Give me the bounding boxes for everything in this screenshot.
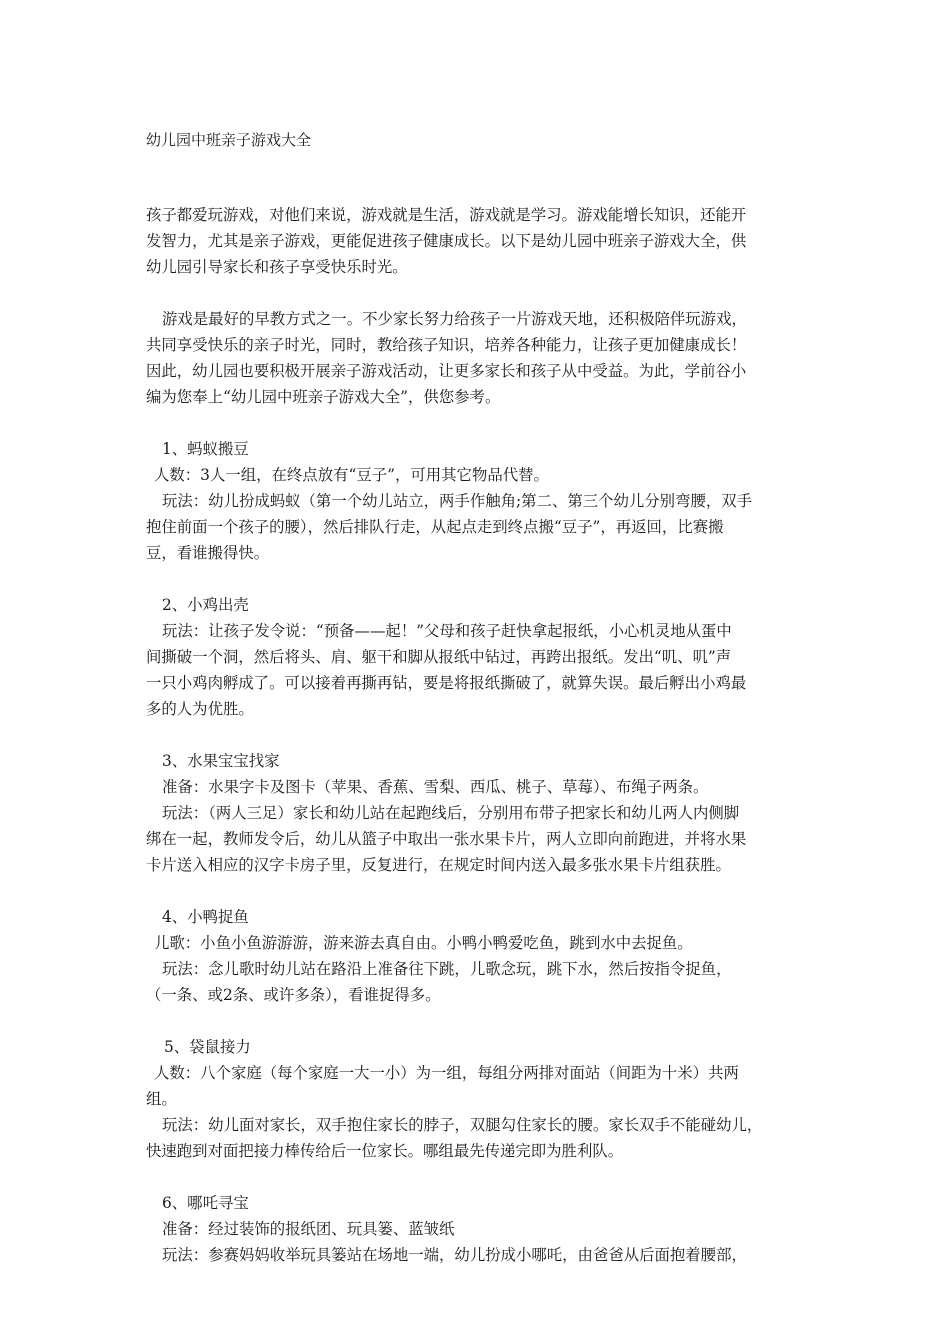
text-line: 孩子都爱玩游戏，对他们来说，游戏就是生活，游戏就是学习。游戏能增长知识，还能开 bbox=[146, 206, 747, 224]
text-line: 儿歌：小鱼小鱼游游游，游来游去真自由。小鸭小鸭爱吃鱼，跳到水中去捉鱼。 bbox=[154, 934, 693, 952]
text-line: 玩法：幼儿扮成蚂蚁（第一个幼儿站立，两手作触角;第二、第三个幼儿分别弯腰，双手 bbox=[162, 492, 753, 510]
text-line: 准备：水果字卡及图卡（苹果、香蕉、雪梨、西瓜、桃子、草莓）、布绳子两条。 bbox=[162, 778, 709, 796]
paragraph-gap bbox=[146, 566, 806, 592]
paragraph-gap bbox=[146, 410, 806, 436]
text-line: 一只小鸡肉孵成了。可以接着再撕再钻，要是将报纸撕破了，就算失误。最后孵出小鸡最 bbox=[146, 674, 747, 692]
text-line: 绑在一起，教师发令后，幼儿从篮子中取出一张水果卡片，两人立即向前跑进，并将水果 bbox=[146, 830, 747, 848]
text-line: 2、小鸡出壳 bbox=[162, 596, 249, 614]
document-body bbox=[146, 202, 806, 1268]
text-line: 6、哪吒寻宝 bbox=[162, 1194, 249, 1212]
text-line: 抱住前面一个孩子的腰），然后排队行走，从起点走到终点搬“豆子”，再返回，比赛搬 bbox=[146, 518, 724, 536]
text-line: 玩法：幼儿面对家长，双手抱住家长的脖子，双腿勾住家长的腰。家长双手不能碰幼儿， bbox=[162, 1116, 763, 1134]
paragraph-gap bbox=[146, 1164, 806, 1190]
text-line: 5、袋鼠接力 bbox=[164, 1038, 251, 1056]
text-line: 玩法：（两人三足）家长和幼儿站在起跑线后，分别用布带子把家长和幼儿两人内侧脚 bbox=[162, 804, 740, 822]
text-line: 人数：3人一组，在终点放有“豆子”，可用其它物品代替。 bbox=[154, 466, 549, 484]
text-line: 编为您奉上“幼儿园中班亲子游戏大全”，供您参考。 bbox=[146, 388, 501, 406]
paragraph-gap bbox=[146, 878, 806, 904]
text-line: 玩法：让孩子发令说：“预备——起！”父母和孩子赶快拿起报纸，小心机灵地从蛋中 bbox=[162, 622, 732, 640]
text-line: 玩法：参赛妈妈收举玩具篓站在场地一端，幼儿扮成小哪吒，由爸爸从后面抱着腰部， bbox=[162, 1246, 747, 1264]
text-line: 幼儿园引导家长和孩子享受快乐时光。 bbox=[146, 258, 408, 276]
text-line: 卡片送入相应的汉字卡房子里，反复进行，在规定时间内送入最多张水果卡片组获胜。 bbox=[146, 856, 731, 874]
text-line: 组。 bbox=[146, 1090, 177, 1108]
paragraph-gap bbox=[146, 280, 806, 306]
text-line: （一条、或2条、或许多条），看谁捉得多。 bbox=[146, 986, 441, 1004]
text-line: 人数：八个家庭（每个家庭一大一小）为一组，每组分两排对面站（间距为十米）共两 bbox=[154, 1064, 739, 1082]
text-line: 3、水果宝宝找家 bbox=[162, 752, 280, 770]
text-line: 共同享受快乐的亲子时光，同时，教给孩子知识，培养各种能力，让孩子更加健康成长！ bbox=[146, 336, 747, 354]
text-line: 多的人为优胜。 bbox=[146, 700, 254, 718]
paragraph-gap bbox=[146, 722, 806, 748]
text-line: 豆，看谁搬得快。 bbox=[146, 544, 270, 562]
text-line: 因此，幼儿园也要积极开展亲子游戏活动，让更多家长和孩子从中受益。为此，学前谷小 bbox=[146, 362, 747, 380]
text-line: 1、蚂蚁搬豆 bbox=[162, 440, 249, 458]
paragraph-gap bbox=[146, 1008, 806, 1034]
text-line: 快速跑到对面把接力棒传给后一位家长。哪组最先传递完即为胜利队。 bbox=[146, 1142, 624, 1160]
text-line: 4、小鸭捉鱼 bbox=[162, 908, 249, 926]
document-title: 幼儿园中班亲子游戏大全 bbox=[146, 131, 312, 149]
text-line: 游戏是最好的早教方式之一。不少家长努力给孩子一片游戏天地，还积极陪伴玩游戏， bbox=[162, 310, 747, 328]
text-line: 间撕破一个洞，然后将头、肩、躯干和脚从报纸中钻过，再跨出报纸。发出“叽、叽”声 bbox=[146, 648, 732, 666]
text-line: 发智力，尤其是亲子游戏，更能促进孩子健康成长。以下是幼儿园中班亲子游戏大全，供 bbox=[146, 232, 747, 250]
text-line: 玩法：念儿歌时幼儿站在路沿上准备往下跳，儿歌念玩，跳下水，然后按指令捉鱼， bbox=[162, 960, 732, 978]
text-line: 准备：经过装饰的报纸团、玩具篓、蓝皱纸 bbox=[162, 1220, 455, 1238]
